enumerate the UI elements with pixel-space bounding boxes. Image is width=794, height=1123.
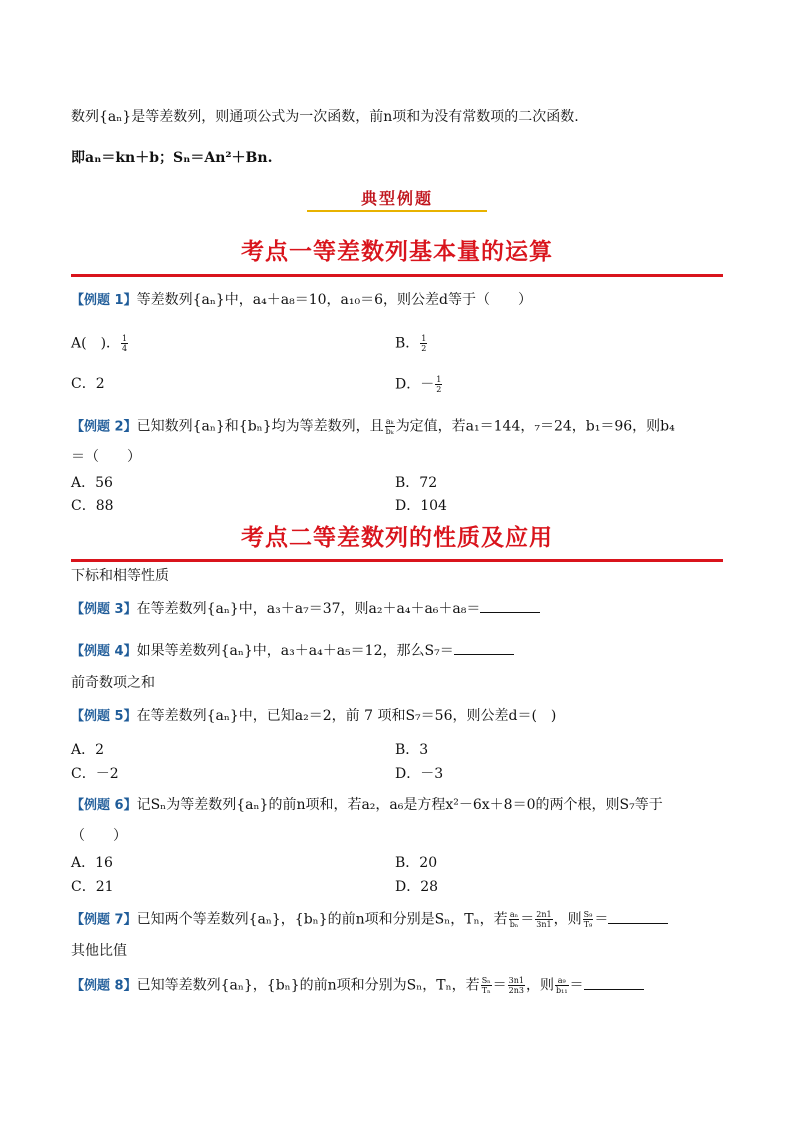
example-4-tag: 【例题 4】: [71, 644, 137, 659]
example-6-option-a: A．16: [71, 855, 113, 871]
example-2-stem-cont: ＝（ ）: [71, 449, 141, 465]
section-title-1: 考点一等差数列基本量的运算: [241, 238, 553, 265]
example-5-tag: 【例题 5】: [71, 709, 137, 724]
example-5-stem: 【例题 5】在等差数列{aₙ}中，已知a₂＝2，前 7 项和S₇＝56，则公差d＝( ): [71, 708, 557, 724]
example-8-tag: 【例题 8】: [71, 978, 137, 994]
example-7-tag: 【例题 7】: [71, 912, 137, 928]
banner-title: 典型例题: [360, 189, 433, 208]
example-2-option-c: C．88: [71, 498, 114, 514]
example-6-stem-cont: （ ）: [71, 828, 127, 844]
answer-blank[interactable]: [584, 977, 644, 990]
example-4-stem: 【例题 4】如果等差数列{aₙ}中，a₃＋a₄＋a₅＝12，那么S₇＝: [71, 642, 514, 661]
example-6-option-c: C．21: [71, 879, 114, 895]
example-8-stem: 【例题 8】已知等差数列{aₙ}，{bₙ}的前n项和分别为Sₙ，Tₙ，若 $\frac{\text{Sₙ}}{\text{Tₙ}}$ ＝ $\frac{3n1}{2n3}$ ，则 $\frac{\text{a₉}}{\text{b₁₁}}$ ＝: [71, 976, 644, 996]
example-2-option-b: B．72: [395, 475, 438, 491]
example-6-option-b: B．20: [395, 855, 438, 871]
example-2-stem: 【例题 2】已知数列{aₙ}和{bₙ}均为等差数列，且 $\frac{\text{aₖ}}{\text{bₖ}}$ 为定值，若a₁＝144，₇＝24，b₁＝96，则b₄: [71, 417, 675, 436]
example-2-option-d: D．104: [395, 498, 447, 514]
example-7-stem: 【例题 7】已知两个等差数列{aₙ}，{bₙ}的前n项和分别是Sₙ，Tₙ，若 $\frac{\text{aₙ}}{\text{bₙ}}$ ＝ $\frac{2n1}{3n1}$ ，则 $\frac{\text{S₉}}{\text{T₉}}$ ＝: [71, 910, 668, 930]
banner-underline: [307, 210, 487, 212]
example-6-stem: 【例题 6】记Sₙ为等差数列{aₙ}的前n项和，若a₂，a₆是方程x²－6x＋8＝0的两个根，则S₇等于: [71, 797, 663, 813]
example-1-option-c: C．2: [71, 376, 105, 392]
answer-blank[interactable]: [480, 600, 540, 613]
section-rule-1: [71, 274, 723, 277]
answer-blank[interactable]: [454, 642, 514, 655]
example-5-option-c: C．－2: [71, 766, 119, 782]
example-2-tag: 【例题 2】: [71, 419, 137, 435]
example-6-tag: 【例题 6】: [71, 798, 137, 813]
example-1-tag: 【例题 1】: [71, 293, 137, 308]
example-1-option-d: D．－ $\frac{1}{2}$: [395, 375, 442, 394]
example-6-option-d: D．28: [395, 879, 439, 895]
example-5-option-a: A．2: [71, 742, 105, 758]
section-title-2: 考点二等差数列的性质及应用: [241, 524, 553, 551]
answer-blank[interactable]: [608, 911, 668, 924]
example-1-option-b: B． $\frac{1}{2}$: [395, 334, 427, 353]
example-1-option-a: A( )． $\frac{1}{4}$: [71, 334, 128, 353]
intro-line-2: 即aₙ＝kn＋b；Sₙ＝An²＋Bn.: [71, 150, 273, 166]
subheading-other-ratios: 其他比值: [71, 943, 127, 959]
section-rule-2: [71, 559, 723, 562]
intro-line-1: 数列{aₙ}是等差数列，则通项公式为一次函数，前n项和为没有常数项的二次函数.: [71, 109, 579, 125]
example-5-option-b: B．3: [395, 742, 429, 758]
example-3-tag: 【例题 3】: [71, 602, 137, 617]
example-2-option-a: A．56: [71, 475, 113, 491]
example-3-stem: 【例题 3】在等差数列{aₙ}中，a₃＋a₇＝37，则a₂＋a₄＋a₆＋a₈＝: [71, 600, 540, 619]
example-5-option-d: D．－3: [395, 766, 444, 782]
example-1-stem: 【例题 1】等差数列{aₙ}中，a₄＋a₈＝10，a₁₀＝6，则公差d等于（ ）: [71, 292, 532, 308]
subheading-index-sum: 下标和相等性质: [71, 568, 169, 584]
subheading-odd-terms: 前奇数项之和: [71, 675, 155, 691]
